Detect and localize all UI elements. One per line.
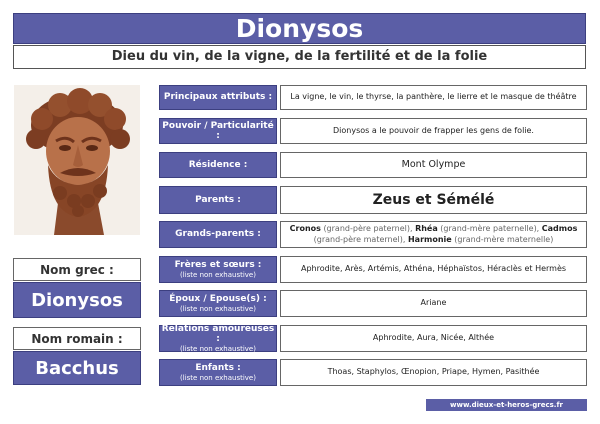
spouse-note: (liste non exhaustive) (180, 304, 256, 313)
page-subtitle: Dieu du vin, de la vigne, de la fertilité et de la folie (13, 45, 586, 69)
grandparent-cadmos-relation: (grand-père maternel), (313, 234, 406, 244)
grandparent-cronos-relation: (grand-père paternel), (323, 224, 413, 234)
lovers-value: Aphrodite, Aura, Nicée, Althée (280, 325, 587, 352)
power-label: Pouvoir / Particularité : (159, 118, 277, 144)
power-value: Dionysos a le pouvoir de frapper les gens de folie. (280, 118, 587, 144)
page-title: Dionysos (13, 13, 586, 44)
lovers-note: (liste non exhaustive) (180, 344, 256, 353)
grandparent-cadmos: Cadmos (541, 224, 578, 234)
grandparents-value (280, 221, 587, 248)
grandparent-cronos: Cronos (289, 224, 321, 234)
grandparent-rhea-relation: (grand-mère paternelle), (440, 224, 540, 234)
parents-label: Parents : (159, 186, 277, 214)
residence-label: Résidence : (159, 152, 277, 178)
children-value: Thoas, Staphylos, Œnopion, Priape, Hymen, Pasithée (280, 359, 587, 386)
spouse-value: Ariane (280, 290, 587, 317)
grandparent-harmonie-relation: (grand-mère maternelle) (454, 234, 554, 244)
statue-portrait-image (14, 85, 140, 235)
roman-name-label: Nom romain : (13, 327, 141, 350)
siblings-note: (liste non exhaustive) (180, 270, 256, 279)
siblings-value: Aphrodite, Arès, Artémis, Athéna, Héphaïstos, Héraclès et Hermès (280, 256, 587, 283)
attributes-value: La vigne, le vin, le thyrse, la panthère, le lierre et le masque de théâtre (280, 85, 587, 110)
roman-name-value: Bacchus (13, 351, 141, 385)
residence-value: Mont Olympe (280, 152, 587, 178)
greek-name-value: Dionysos (13, 282, 141, 318)
children-note: (liste non exhaustive) (180, 373, 256, 382)
bearded-head-statue-icon (14, 85, 140, 235)
grandparents-label: Grands-parents : (159, 221, 277, 248)
attributes-label: Principaux attributs : (159, 85, 277, 110)
children-label: Enfants : (liste non exhaustive) (159, 359, 277, 386)
siblings-label: Frères et sœurs : (liste non exhaustive) (159, 256, 277, 283)
website-footer-link[interactable]: www.dieux-et-heros-grecs.fr (426, 399, 587, 411)
lovers-label: Relations amoureuses : (liste non exhaustive) (159, 325, 277, 352)
parents-value: Zeus et Sémélé (280, 186, 587, 214)
spouse-label: Époux / Epouse(s) : (liste non exhaustive) (159, 290, 277, 317)
greek-name-label: Nom grec : (13, 258, 141, 281)
grandparent-rhea: Rhéa (415, 224, 438, 234)
grandparent-harmonie: Harmonie (407, 234, 452, 244)
